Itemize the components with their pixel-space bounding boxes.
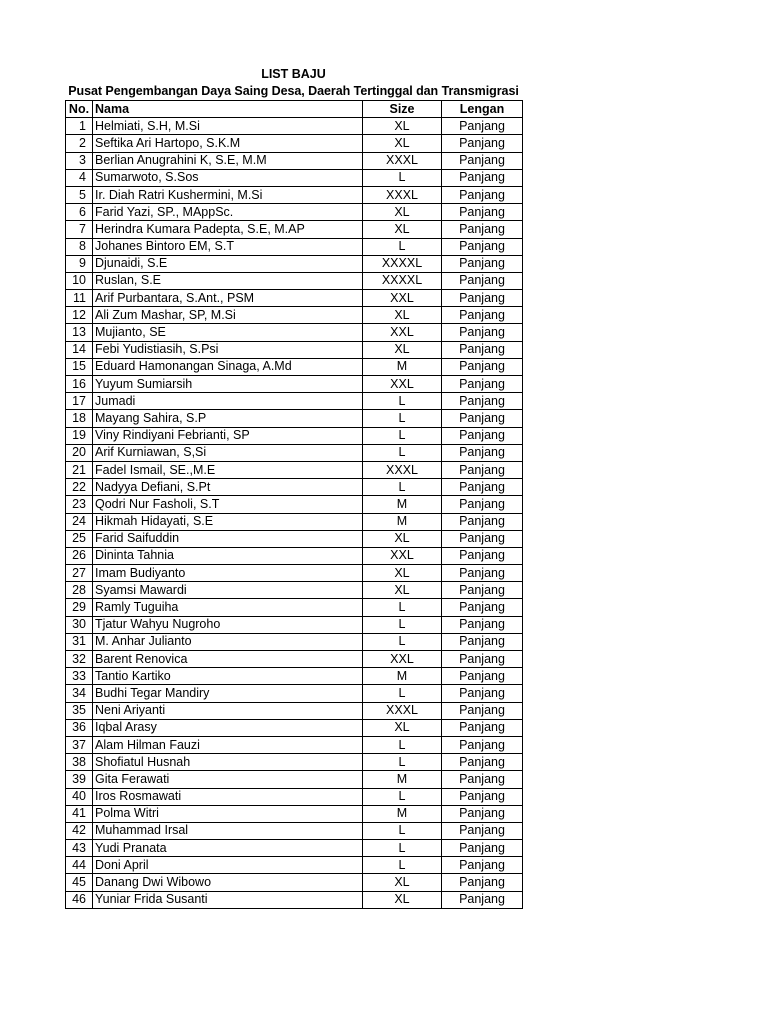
row-number: 37 — [66, 736, 93, 753]
table-row — [66, 221, 523, 238]
row-number: 14 — [66, 341, 93, 358]
row-sleeve: Panjang — [442, 272, 523, 289]
row-sleeve: Panjang — [442, 840, 523, 857]
row-sleeve: Panjang — [442, 479, 523, 496]
row-number: 44 — [66, 857, 93, 874]
table-row — [66, 822, 523, 839]
row-sleeve: Panjang — [442, 822, 523, 839]
row-number: 17 — [66, 393, 93, 410]
row-number: 21 — [66, 461, 93, 478]
row-number: 16 — [66, 376, 93, 393]
table-row — [66, 874, 523, 891]
row-number: 35 — [66, 702, 93, 719]
row-number: 31 — [66, 633, 93, 650]
row-number: 26 — [66, 547, 93, 564]
row-number: 18 — [66, 410, 93, 427]
row-name: Qodri Nur Fasholi, S.T — [93, 496, 363, 513]
row-sleeve: Panjang — [442, 496, 523, 513]
row-number: 7 — [66, 221, 93, 238]
page-subtitle: Pusat Pengembangan Daya Saing Desa, Daerah Tertinggal dan Transmigrasi — [68, 84, 519, 98]
row-number: 4 — [66, 169, 93, 186]
row-name: Neni Ariyanti — [93, 702, 363, 719]
row-size: XXXL — [363, 186, 442, 203]
row-size: L — [363, 736, 442, 753]
table-row — [66, 479, 523, 496]
row-name: Berlian Anugrahini K, S.E, M.M — [93, 152, 363, 169]
row-sleeve: Panjang — [442, 290, 523, 307]
row-name: Tjatur Wahyu Nugroho — [93, 616, 363, 633]
row-sleeve: Panjang — [442, 530, 523, 547]
row-name: Yuniar Frida Susanti — [93, 891, 363, 908]
row-name: Budhi Tegar Mandiry — [93, 685, 363, 702]
column-header-size: Size — [363, 101, 442, 118]
row-sleeve: Panjang — [442, 805, 523, 822]
row-sleeve: Panjang — [442, 427, 523, 444]
row-name: Shofiatul Husnah — [93, 754, 363, 771]
row-number: 30 — [66, 616, 93, 633]
row-size: XXXXL — [363, 255, 442, 272]
row-name: Iqbal Arasy — [93, 719, 363, 736]
row-name: Mayang Sahira, S.P — [93, 410, 363, 427]
row-number: 3 — [66, 152, 93, 169]
row-name: Hikmah Hidayati, S.E — [93, 513, 363, 530]
row-sleeve: Panjang — [442, 461, 523, 478]
table-header-row — [66, 101, 523, 118]
row-sleeve: Panjang — [442, 221, 523, 238]
table-row — [66, 376, 523, 393]
row-size: XL — [363, 341, 442, 358]
table-row — [66, 599, 523, 616]
row-number: 13 — [66, 324, 93, 341]
row-number: 27 — [66, 565, 93, 582]
row-size: XXXL — [363, 152, 442, 169]
row-name: Febi Yudistiasih, S.Psi — [93, 341, 363, 358]
table-row — [66, 582, 523, 599]
row-name: Danang Dwi Wibowo — [93, 874, 363, 891]
row-sleeve: Panjang — [442, 152, 523, 169]
row-name: Tantio Kartiko — [93, 668, 363, 685]
row-name: Polma Witri — [93, 805, 363, 822]
row-sleeve: Panjang — [442, 668, 523, 685]
table-row — [66, 169, 523, 186]
row-name: Gita Ferawati — [93, 771, 363, 788]
row-sleeve: Panjang — [442, 788, 523, 805]
row-number: 1 — [66, 118, 93, 135]
row-number: 19 — [66, 427, 93, 444]
row-size: XL — [363, 118, 442, 135]
row-size: L — [363, 393, 442, 410]
table-row — [66, 496, 523, 513]
table-row — [66, 152, 523, 169]
row-size: L — [363, 685, 442, 702]
row-size: XXL — [363, 376, 442, 393]
row-sleeve: Panjang — [442, 771, 523, 788]
row-number: 29 — [66, 599, 93, 616]
row-name: Syamsi Mawardi — [93, 582, 363, 599]
row-number: 11 — [66, 290, 93, 307]
row-size: XXL — [363, 324, 442, 341]
row-sleeve: Panjang — [442, 238, 523, 255]
row-size: L — [363, 788, 442, 805]
row-sleeve: Panjang — [442, 616, 523, 633]
table-row — [66, 651, 523, 668]
table-row — [66, 668, 523, 685]
row-sleeve: Panjang — [442, 169, 523, 186]
table-row — [66, 736, 523, 753]
row-number: 45 — [66, 874, 93, 891]
row-name: Muhammad Irsal — [93, 822, 363, 839]
column-header-name: Nama — [93, 101, 363, 118]
row-size: L — [363, 633, 442, 650]
row-sleeve: Panjang — [442, 754, 523, 771]
row-sleeve: Panjang — [442, 118, 523, 135]
row-sleeve: Panjang — [442, 341, 523, 358]
row-size: XL — [363, 530, 442, 547]
table-row — [66, 186, 523, 203]
row-size: XL — [363, 874, 442, 891]
row-name: Herindra Kumara Padepta, S.E, M.AP — [93, 221, 363, 238]
table-row — [66, 307, 523, 324]
row-number: 34 — [66, 685, 93, 702]
row-size: XL — [363, 719, 442, 736]
row-size: L — [363, 427, 442, 444]
row-name: Viny Rindiyani Febrianti, SP — [93, 427, 363, 444]
row-sleeve: Panjang — [442, 582, 523, 599]
row-size: XXL — [363, 547, 442, 564]
row-sleeve: Panjang — [442, 444, 523, 461]
row-name: Yuyum Sumiarsih — [93, 376, 363, 393]
row-sleeve: Panjang — [442, 565, 523, 582]
row-size: XL — [363, 565, 442, 582]
row-name: Djunaidi, S.E — [93, 255, 363, 272]
document — [65, 66, 522, 909]
row-name: Eduard Hamonangan Sinaga, A.Md — [93, 358, 363, 375]
table-row — [66, 891, 523, 908]
row-size: XL — [363, 307, 442, 324]
row-name: Dininta Tahnia — [93, 547, 363, 564]
table-row — [66, 857, 523, 874]
table-row — [66, 324, 523, 341]
row-name: Jumadi — [93, 393, 363, 410]
row-number: 28 — [66, 582, 93, 599]
row-size: L — [363, 857, 442, 874]
row-size: M — [363, 668, 442, 685]
row-size: XL — [363, 135, 442, 152]
table-row — [66, 272, 523, 289]
row-name: Ramly Tuguiha — [93, 599, 363, 616]
table-row — [66, 565, 523, 582]
row-size: M — [363, 805, 442, 822]
row-sleeve: Panjang — [442, 719, 523, 736]
row-name: Farid Yazi, SP., MAppSc. — [93, 204, 363, 221]
row-name: Arif Purbantara, S.Ant., PSM — [93, 290, 363, 307]
row-size: M — [363, 358, 442, 375]
row-number: 23 — [66, 496, 93, 513]
row-sleeve: Panjang — [442, 599, 523, 616]
row-sleeve: Panjang — [442, 393, 523, 410]
row-size: L — [363, 444, 442, 461]
row-name: Imam Budiyanto — [93, 565, 363, 582]
row-name: Nadyya Defiani, S.Pt — [93, 479, 363, 496]
table-row — [66, 719, 523, 736]
row-sleeve: Panjang — [442, 736, 523, 753]
row-sleeve: Panjang — [442, 324, 523, 341]
row-number: 10 — [66, 272, 93, 289]
row-number: 24 — [66, 513, 93, 530]
row-size: L — [363, 599, 442, 616]
row-name: Ir. Diah Ratri Kushermini, M.Si — [93, 186, 363, 203]
row-name: Helmiati, S.H, M.Si — [93, 118, 363, 135]
row-size: L — [363, 410, 442, 427]
row-number: 22 — [66, 479, 93, 496]
row-number: 6 — [66, 204, 93, 221]
row-name: Sumarwoto, S.Sos — [93, 169, 363, 186]
table-row — [66, 530, 523, 547]
row-sleeve: Panjang — [442, 891, 523, 908]
row-sleeve: Panjang — [442, 651, 523, 668]
row-sleeve: Panjang — [442, 685, 523, 702]
row-name: M. Anhar Julianto — [93, 633, 363, 650]
row-name: Seftika Ari Hartopo, S.K.M — [93, 135, 363, 152]
row-size: M — [363, 771, 442, 788]
row-sleeve: Panjang — [442, 186, 523, 203]
row-name: Yudi Pranata — [93, 840, 363, 857]
row-sleeve: Panjang — [442, 135, 523, 152]
row-sleeve: Panjang — [442, 513, 523, 530]
row-name: Farid Saifuddin — [93, 530, 363, 547]
table-row — [66, 616, 523, 633]
row-name: Ali Zum Mashar, SP, M.Si — [93, 307, 363, 324]
table-row — [66, 771, 523, 788]
table-row — [66, 290, 523, 307]
row-size: L — [363, 840, 442, 857]
row-sleeve: Panjang — [442, 307, 523, 324]
table-row — [66, 444, 523, 461]
column-header-sleeve: Lengan — [442, 101, 523, 118]
row-number: 40 — [66, 788, 93, 805]
row-size: XL — [363, 891, 442, 908]
row-sleeve: Panjang — [442, 255, 523, 272]
row-number: 2 — [66, 135, 93, 152]
table-row — [66, 427, 523, 444]
table-row — [66, 633, 523, 650]
row-size: L — [363, 238, 442, 255]
row-number: 43 — [66, 840, 93, 857]
row-sleeve: Panjang — [442, 204, 523, 221]
row-number: 41 — [66, 805, 93, 822]
table-row — [66, 341, 523, 358]
row-sleeve: Panjang — [442, 633, 523, 650]
row-size: L — [363, 822, 442, 839]
row-size: L — [363, 479, 442, 496]
row-number: 12 — [66, 307, 93, 324]
table-body — [66, 118, 523, 909]
table-row — [66, 461, 523, 478]
row-number: 32 — [66, 651, 93, 668]
row-sleeve: Panjang — [442, 874, 523, 891]
row-size: M — [363, 513, 442, 530]
table-row — [66, 840, 523, 857]
table-row — [66, 393, 523, 410]
table-row — [66, 547, 523, 564]
row-size: L — [363, 616, 442, 633]
row-size: L — [363, 754, 442, 771]
table-row — [66, 685, 523, 702]
table-row — [66, 238, 523, 255]
row-number: 38 — [66, 754, 93, 771]
row-name: Doni April — [93, 857, 363, 874]
row-sleeve: Panjang — [442, 547, 523, 564]
row-size: XXXL — [363, 702, 442, 719]
row-name: Fadel Ismail, SE.,M.E — [93, 461, 363, 478]
row-sleeve: Panjang — [442, 358, 523, 375]
row-number: 39 — [66, 771, 93, 788]
row-sleeve: Panjang — [442, 376, 523, 393]
row-name: Barent Renovica — [93, 651, 363, 668]
table-row — [66, 358, 523, 375]
row-size: XXL — [363, 290, 442, 307]
table-row — [66, 788, 523, 805]
row-size: L — [363, 169, 442, 186]
row-size: XL — [363, 221, 442, 238]
table-row — [66, 204, 523, 221]
row-sleeve: Panjang — [442, 702, 523, 719]
row-name: Johanes Bintoro EM, S.T — [93, 238, 363, 255]
row-size: XXXXL — [363, 272, 442, 289]
row-number: 46 — [66, 891, 93, 908]
column-header-no: No. — [66, 101, 93, 118]
row-size: XXXL — [363, 461, 442, 478]
row-name: Iros Rosmawati — [93, 788, 363, 805]
table-row — [66, 513, 523, 530]
row-number: 20 — [66, 444, 93, 461]
row-size: XL — [363, 582, 442, 599]
table-row — [66, 118, 523, 135]
row-name: Mujianto, SE — [93, 324, 363, 341]
row-number: 5 — [66, 186, 93, 203]
row-number: 9 — [66, 255, 93, 272]
row-number: 8 — [66, 238, 93, 255]
table-row — [66, 410, 523, 427]
table-row — [66, 754, 523, 771]
row-name: Arif Kurniawan, S,Si — [93, 444, 363, 461]
table-row — [66, 255, 523, 272]
row-number: 33 — [66, 668, 93, 685]
table-row — [66, 135, 523, 152]
row-number: 15 — [66, 358, 93, 375]
row-number: 25 — [66, 530, 93, 547]
page-title: LIST BAJU — [261, 67, 326, 81]
shirt-list-table — [65, 100, 523, 909]
row-name: Alam Hilman Fauzi — [93, 736, 363, 753]
table-row — [66, 805, 523, 822]
table-row — [66, 702, 523, 719]
row-number: 36 — [66, 719, 93, 736]
row-number: 42 — [66, 822, 93, 839]
row-size: XXL — [363, 651, 442, 668]
row-size: M — [363, 496, 442, 513]
row-name: Ruslan, S.E — [93, 272, 363, 289]
row-sleeve: Panjang — [442, 410, 523, 427]
row-sleeve: Panjang — [442, 857, 523, 874]
row-size: XL — [363, 204, 442, 221]
